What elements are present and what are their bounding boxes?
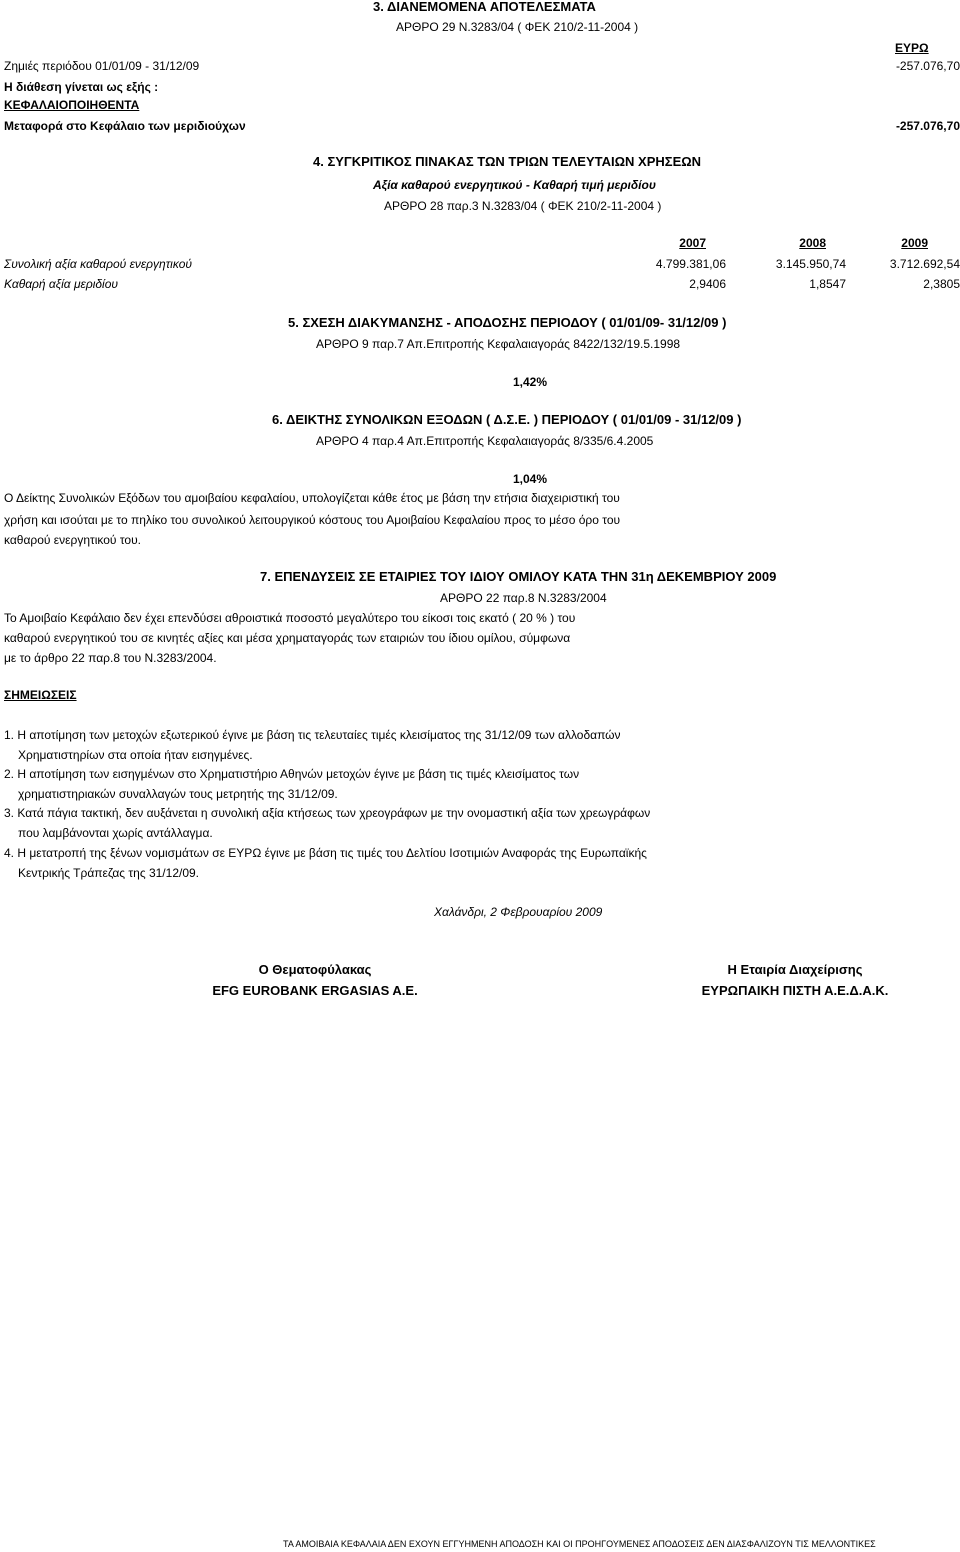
- section7-title: 7. ΕΠΕΝΔΥΣΕΙΣ ΣΕ ΕΤΑΙΡΙΕΣ ΤΟΥ ΙΔΙΟΥ ΟΜΙΛΟΥ ΚΑΤΑ ΤΗΝ 31η ΔΕΚΕΜΒΡΙΟΥ 2009: [260, 569, 777, 584]
- section3-subtitle: ΑΡΘΡΟ 29 Ν.3283/04 ( ΦΕΚ 210/2-11-2004 ): [396, 20, 639, 34]
- management-company-name: ΕΥΡΩΠΑΙΚΗ ΠΙΣΤΗ Α.Ε.Δ.Α.Κ.: [701, 983, 889, 998]
- section6-value: 1,04%: [512, 472, 548, 486]
- section6-title: 6. ΔΕΙΚΤΗΣ ΣΥΝΟΛΙΚΩΝ ΕΞΟΔΩΝ ( Δ.Σ.Ε. ) ΠΕΡΙΟΔΟΥ ( 01/01/09 - 31/12/09 ): [272, 412, 742, 427]
- section7-text-line2: καθαρού ενεργητικού του σε κινητές αξίες και μέσα χρηματαγοράς των εταιριών του ίδιου ομίλου, σύμφωνα: [4, 631, 571, 645]
- total-nav-2008: 3.145.950,74: [775, 257, 846, 271]
- section4-subtitle: Αξία καθαρού ενεργητικού - Καθαρή τιμή μεριδίου: [373, 178, 656, 192]
- transfer-label: Μεταφορά στο Κεφάλαιο των μεριδιούχων: [4, 119, 246, 133]
- year-2007: 2007: [679, 236, 706, 250]
- note-2-line2: χρηματιστηριακών συναλλαγών τους μετρητής της 31/12/09.: [18, 787, 338, 801]
- note-3-line2: που λαμβάνονται χωρίς αντάλλαγμα.: [18, 826, 213, 840]
- unit-nav-2008: 1,8547: [809, 277, 846, 291]
- note-1-line2: Χρηματιστηρίων στα οποία ήταν εισηγμένες.: [18, 748, 253, 762]
- section5-value: 1,42%: [512, 375, 548, 389]
- place-date: Χαλάνδρι, 2 Φεβρουαρίου 2009: [434, 905, 603, 919]
- section6-text-line2: χρήση και ισούται με το πηλίκο του συνολικού λειτουργικού κόστους του Αμοιβαίου Κεφαλαίου προς το μέσο όρο του: [4, 513, 621, 527]
- year-2008: 2008: [799, 236, 826, 250]
- section4-ref: ΑΡΘΡΟ 28 παρ.3 Ν.3283/04 ( ΦΕΚ 210/2-11-2004 ): [384, 199, 662, 213]
- section7-text-line1: Το Αμοιβαίο Κεφάλαιο δεν έχει επενδύσει αθροιστικά ποσοστό μεγαλύτερο του είκοσι τοις εκατό ( 20 % ) του: [4, 611, 576, 625]
- note-3-line1: 3. Κατά πάγια τακτική, δεν αυξάνεται η συνολική αξία κτήσεως των χρεογράφων με την ονομαστική αξία των χρεωγράφων: [4, 806, 651, 820]
- section5-ref: ΑΡΘΡΟ 9 παρ.7 Απ.Επιτροπής Κεφαλαιαγοράς 8422/132/19.5.1998: [316, 337, 681, 351]
- custodian-name: EFG EUROBANK ERGASIAS A.E.: [212, 983, 418, 998]
- currency-header: ΕΥΡΩ: [895, 41, 929, 55]
- note-1-line1: 1. Η αποτίμηση των μετοχών εξωτερικού έγινε με βάση τις τελευταίες τιμές κλεισίματος της 31/12/09 των αλλοδαπών: [4, 728, 621, 742]
- note-4-line2: Κεντρικής Τράπεζας της 31/12/09.: [18, 866, 200, 880]
- notes-heading: ΣΗΜΕΙΩΣΕΙΣ: [4, 688, 77, 702]
- unit-nav-2009: 2,3805: [923, 277, 960, 291]
- year-2009: 2009: [901, 236, 928, 250]
- unit-nav-2007: 2,9406: [689, 277, 726, 291]
- section6-text-line3: καθαρού ενεργητικού του.: [4, 533, 141, 547]
- total-nav-2007: 4.799.381,06: [655, 257, 726, 271]
- management-company-title: Η Εταιρία Διαχείρισης: [727, 962, 863, 977]
- note-4-line1: 4. Η μετατροπή της ξένων νομισμάτων σε ΕΥΡΩ έγινε με βάση τις τιμές του Δελτίου Ισοτιμιών Αναφοράς της Ευρωπαϊκής: [4, 846, 647, 860]
- section6-text-line1: Ο Δείκτης Συνολικών Εξόδων του αμοιβαίου κεφαλαίου, υπολογίζεται κάθε έτος με βάση την ετήσια διαχειριστική του: [4, 491, 620, 505]
- transfer-value: -257.076,70: [895, 119, 960, 133]
- unit-nav-label: Καθαρή αξία μεριδίου: [4, 277, 118, 291]
- note-2-line1: 2. Η αποτίμηση των εισηγμένων στο Χρηματιστήριο Αθηνών μετοχών έγινε με βάση τις τιμές κλεισίματος των: [4, 767, 580, 781]
- section7-ref: ΑΡΘΡΟ 22 παρ.8 Ν.3283/2004: [440, 591, 607, 605]
- section4-title: 4. ΣΥΓΚΡΙΤΙΚΟΣ ΠΙΝΑΚΑΣ ΤΩΝ ΤΡΙΩΝ ΤΕΛΕΥΤΑΙΩΝ ΧΡΗΣΕΩΝ: [313, 154, 702, 169]
- capitalized-label: ΚΕΦΑΛΑΙΟΠΟΙΗΘΕΝΤΑ: [4, 98, 140, 112]
- section3-title: 3. ΔΙΑΝΕΜΟΜΕΝΑ ΑΠΟΤΕΛΕΣΜΑΤΑ: [373, 0, 596, 14]
- section7-text-line3: με το άρθρο 22 παρ.8 του Ν.3283/2004.: [4, 651, 217, 665]
- total-nav-2009: 3.712.692,54: [889, 257, 960, 271]
- losses-label: Ζημιές περιόδου 01/01/09 - 31/12/09: [4, 59, 200, 73]
- section6-ref: ΑΡΘΡΟ 4 παρ.4 Απ.Επιτροπής Κεφαλαιαγοράς 8/335/6.4.2005: [316, 434, 654, 448]
- losses-value: -257.076,70: [895, 59, 960, 73]
- footer-disclaimer: ΤΑ ΑΜΟΙΒΑΙΑ ΚΕΦΑΛΑΙΑ ΔΕΝ ΕΧΟΥΝ ΕΓΓΥΗΜΕΝΗ ΑΠΟΔΟΣΗ ΚΑΙ ΟΙ ΠΡΟΗΓΟΥΜΕΝΕΣ ΑΠΟΔΟΣΕΙΣ ΔΕΝ ΔΙΑΣΦΑΛΙΖΟΥΝ ΤΙΣ ΜΕΛΛΟΝΤΙΚΕΣ: [283, 1539, 876, 1549]
- section5-title: 5. ΣΧΕΣΗ ΔΙΑΚΥΜΑΝΣΗΣ - ΑΠΟΔΟΣΗΣ ΠΕΡΙΟΔΟΥ ( 01/01/09- 31/12/09 ): [288, 315, 727, 330]
- allocation-label: Η διάθεση γίνεται ως εξής :: [4, 80, 159, 94]
- custodian-title: Ο Θεματοφύλακας: [258, 962, 372, 977]
- total-nav-label: Συνολική αξία καθαρού ενεργητικού: [4, 257, 192, 271]
